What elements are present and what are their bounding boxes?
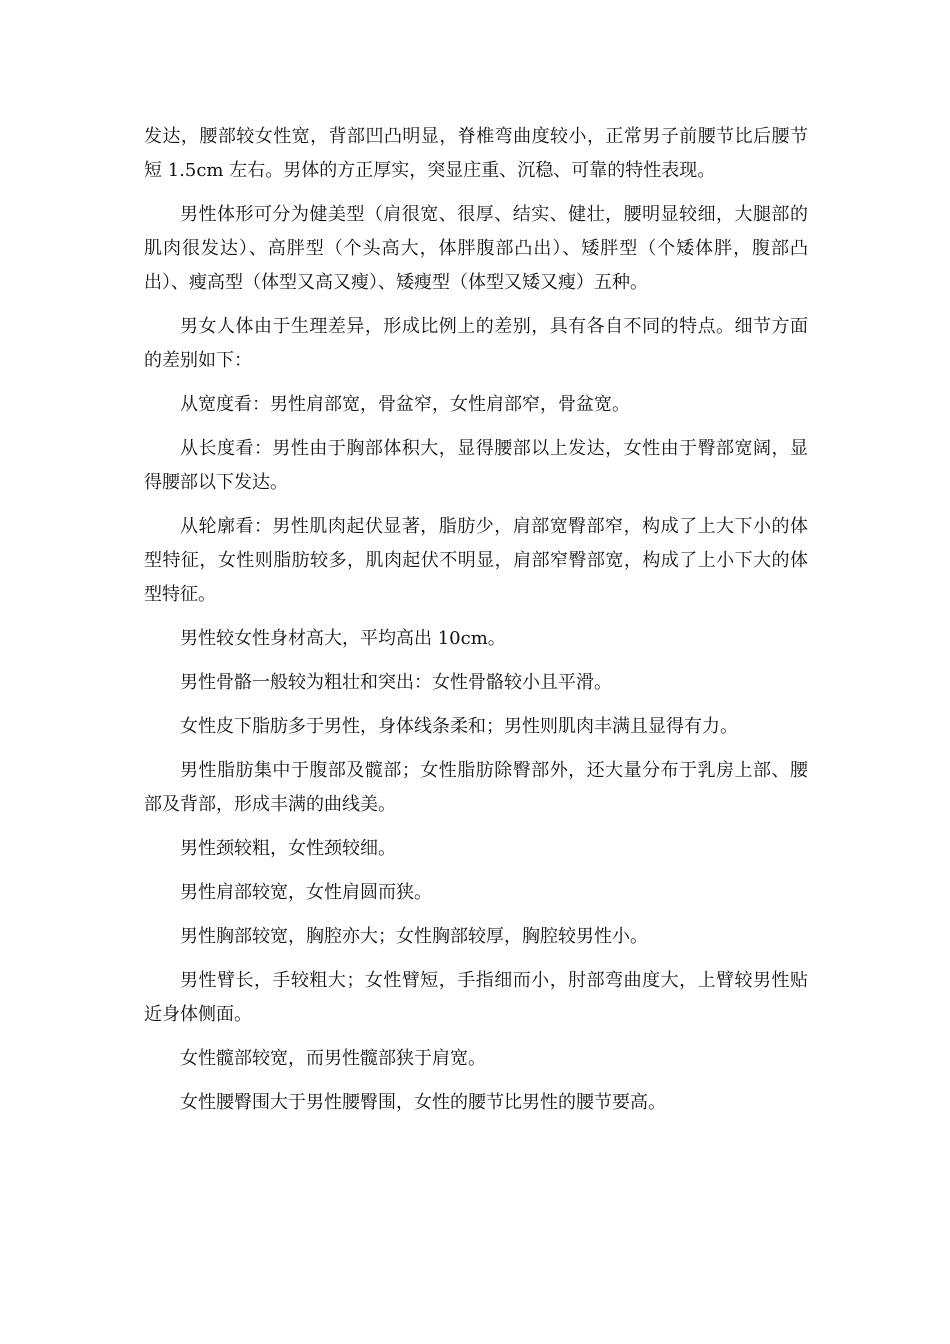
document-page	[144, 120, 808, 1130]
paragraph-hips: 女性髋部较宽，而男性髋部狭于肩宽。	[180, 1048, 486, 1069]
paragraph-male-body-types: 男性体形可分为健美型（肩很宽、很厚、结实、健壮，腰明显较细，大腿部的肌肉很发达）、高胖型（个头高大，体胖腹部凸出）、矮胖型（个矮体胖，腹部凸出）、瘦高型（体型又高又瘦）、矮瘦型（体型又矮又瘦）五种。	[144, 204, 808, 293]
paragraph-continuation: 发达，腰部较女性宽，背部凹凸明显，脊椎弯曲度较小，正常男子前腰节比后腰节短 1.5cm 左右。男体的方正厚实，突显庄重、沉稳、可靠的特性表现。	[144, 126, 808, 181]
paragraph-neck: 男性颈较粗，女性颈较细。	[180, 838, 396, 859]
paragraph-arms: 男性臂长，手较粗大；女性臂短，手指细而小，肘部弯曲度大，上臂较男性贴近身体侧面。	[144, 970, 808, 1025]
paragraph-length: 从长度看：男性由于胸部体积大，显得腰部以上发达，女性由于臀部宽阔，显得腰部以下发达。	[144, 438, 808, 493]
paragraph-chest: 男性胸部较宽，胸腔亦大；女性胸部较厚，胸腔较男性小。	[180, 926, 648, 947]
paragraph-width: 从宽度看：男性肩部宽，骨盆窄，女性肩部窄，骨盆宽。	[180, 394, 630, 415]
paragraph-subcutaneous-fat: 女性皮下脂肪多于男性，身体线条柔和；男性则肌肉丰满且显得有力。	[180, 716, 738, 737]
paragraph-bones: 男性骨骼一般较为粗壮和突出：女性骨骼较小且平滑。	[180, 672, 612, 693]
paragraph-differences-intro: 男女人体由于生理差异，形成比例上的差别，具有各自不同的特点。细节方面的差别如下：	[144, 316, 808, 371]
paragraph-waist-hip: 女性腰臀围大于男性腰臀围，女性的腰节比男性的腰节要高。	[180, 1092, 666, 1113]
paragraph-fat-distribution: 男性脂肪集中于腹部及髋部；女性脂肪除臀部外，还大量分布于乳房上部、腰部及背部，形成丰满的曲线美。	[144, 760, 808, 815]
paragraph-height: 男性较女性身材高大，平均高出 10cm。	[180, 628, 506, 649]
paragraph-shoulders: 男性肩部较宽，女性肩圆而狭。	[180, 882, 432, 903]
paragraph-outline: 从轮廓看：男性肌肉起伏显著，脂肪少，肩部宽臀部窄，构成了上大下小的体型特征，女性则脂肪较多，肌肉起伏不明显，肩部窄臀部宽，构成了上小下大的体型特征。	[144, 516, 808, 605]
